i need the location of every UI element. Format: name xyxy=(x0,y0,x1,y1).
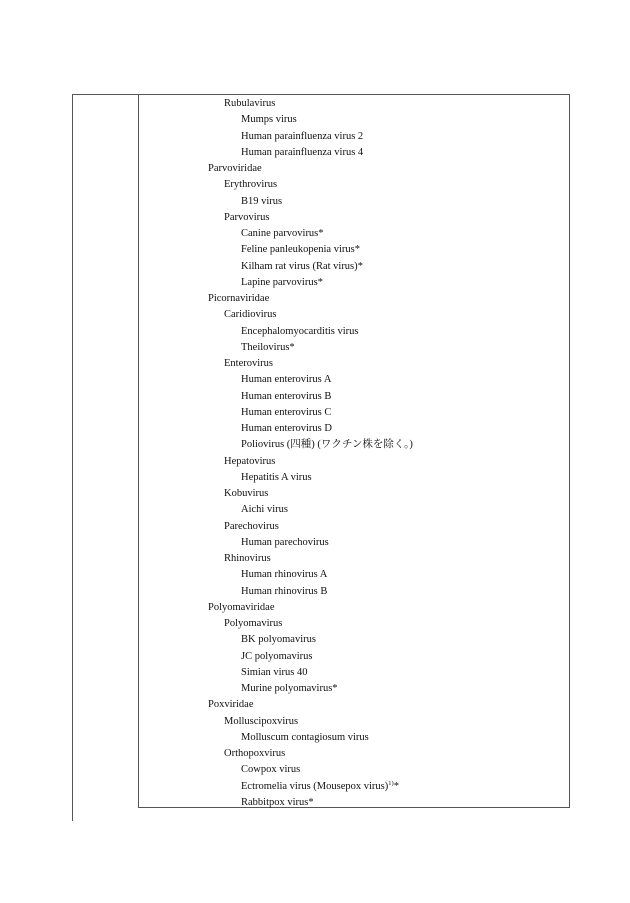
family-name: Polyomaviridae xyxy=(208,601,275,613)
family-name: Parvoviridae xyxy=(208,163,262,174)
genus-name: Enterovirus xyxy=(224,358,273,369)
list-item xyxy=(0,210,630,226)
species-name: Molluscum contagiosum virus xyxy=(241,731,369,743)
list-item xyxy=(0,226,630,242)
list-item xyxy=(0,584,630,600)
list-item xyxy=(0,779,630,795)
list-item xyxy=(0,600,630,616)
species-name: JC polyomavirus xyxy=(241,650,313,662)
species-name: Encephalomyocarditis virus xyxy=(241,325,359,337)
list-item xyxy=(0,746,630,762)
genus-name: Molluscipoxvirus xyxy=(224,715,299,727)
list-item xyxy=(0,470,630,486)
species-name: Mumps virus xyxy=(241,114,297,126)
genus-name: Polyomavirus xyxy=(224,618,283,629)
list-item xyxy=(0,681,630,697)
species-name: Ectromelia virus (Mousepox virus) xyxy=(241,780,389,792)
list-item xyxy=(0,291,630,307)
species-name: Theilovirus* xyxy=(241,341,295,353)
species-name: Lapine parvovirus* xyxy=(241,276,323,288)
list-item xyxy=(0,437,630,453)
list-item xyxy=(0,259,630,275)
list-item xyxy=(0,551,630,567)
species-name: Human parainfluenza virus 4 xyxy=(241,146,364,158)
list-item xyxy=(0,649,630,665)
family-name: Poxviridae xyxy=(208,699,254,711)
list-item xyxy=(0,665,630,681)
list-item xyxy=(0,632,630,648)
list-item xyxy=(0,421,630,437)
genus-name: Caridiovirus xyxy=(224,309,277,321)
species-name: Human enterovirus A xyxy=(241,374,332,386)
genus-name: Hepatovirus xyxy=(224,455,276,467)
footnote-marker: 1) xyxy=(388,779,394,787)
list-item xyxy=(0,762,630,778)
species-name: Human parainfluenza virus 2 xyxy=(241,130,364,142)
virus-list xyxy=(0,96,630,811)
list-item xyxy=(0,519,630,535)
species-name: Hepatitis A virus xyxy=(241,471,312,483)
list-item xyxy=(0,340,630,356)
asterisk-marker: * xyxy=(393,780,399,792)
list-item xyxy=(0,145,630,161)
list-item xyxy=(0,161,630,177)
species-name: Rabbitpox virus* xyxy=(241,796,314,808)
list-item xyxy=(0,454,630,470)
list-item xyxy=(0,502,630,518)
species-name: Canine parvovirus* xyxy=(241,228,324,239)
species-name: Feline panleukopenia virus* xyxy=(241,244,360,256)
species-name: Human enterovirus B xyxy=(241,390,332,402)
species-name: BK polyomavirus xyxy=(241,634,316,646)
list-item xyxy=(0,486,630,502)
species-name: Human rhinovirus B xyxy=(241,585,328,597)
list-item xyxy=(0,372,630,388)
list-item xyxy=(0,307,630,323)
species-name: Human rhinovirus A xyxy=(241,569,328,581)
species-name: Human enterovirus C xyxy=(241,406,332,418)
species-name: Human parechovirus xyxy=(241,536,329,548)
genus-name: Parvovirus xyxy=(224,211,270,223)
species-name: Cowpox virus xyxy=(241,764,301,776)
genus-name: Kobuvirus xyxy=(224,488,269,499)
species-name: B19 virus xyxy=(241,195,283,207)
list-item xyxy=(0,730,630,746)
genus-name: Rubulavirus xyxy=(224,98,276,109)
list-item xyxy=(0,194,630,210)
species-name: Simian virus 40 xyxy=(241,666,308,678)
genus-name: Erythrovirus xyxy=(224,179,278,191)
list-item xyxy=(0,697,630,713)
list-item xyxy=(0,324,630,340)
species-name: Kilham rat virus (Rat virus)* xyxy=(241,260,363,272)
genus-name: Orthopoxvirus xyxy=(224,748,286,759)
species-name: Poliovirus (四種) (ワクチン株を除く。) xyxy=(241,439,413,451)
list-item xyxy=(0,356,630,372)
genus-name: Parechovirus xyxy=(224,520,279,532)
list-item xyxy=(0,96,630,112)
list-item xyxy=(0,616,630,632)
list-item xyxy=(0,242,630,258)
species-name: Aichi virus xyxy=(241,504,288,516)
list-item xyxy=(0,714,630,730)
genus-name: Rhinovirus xyxy=(224,553,271,564)
list-item xyxy=(0,112,630,128)
list-item xyxy=(0,177,630,193)
species-name: Human enterovirus D xyxy=(241,423,332,434)
family-name: Picornaviridae xyxy=(208,293,270,304)
list-item xyxy=(0,795,630,811)
list-item xyxy=(0,567,630,583)
species-name: Murine polyomavirus* xyxy=(241,683,338,694)
list-item xyxy=(0,405,630,421)
list-item xyxy=(0,129,630,145)
list-item xyxy=(0,275,630,291)
list-item xyxy=(0,389,630,405)
list-item xyxy=(0,535,630,551)
